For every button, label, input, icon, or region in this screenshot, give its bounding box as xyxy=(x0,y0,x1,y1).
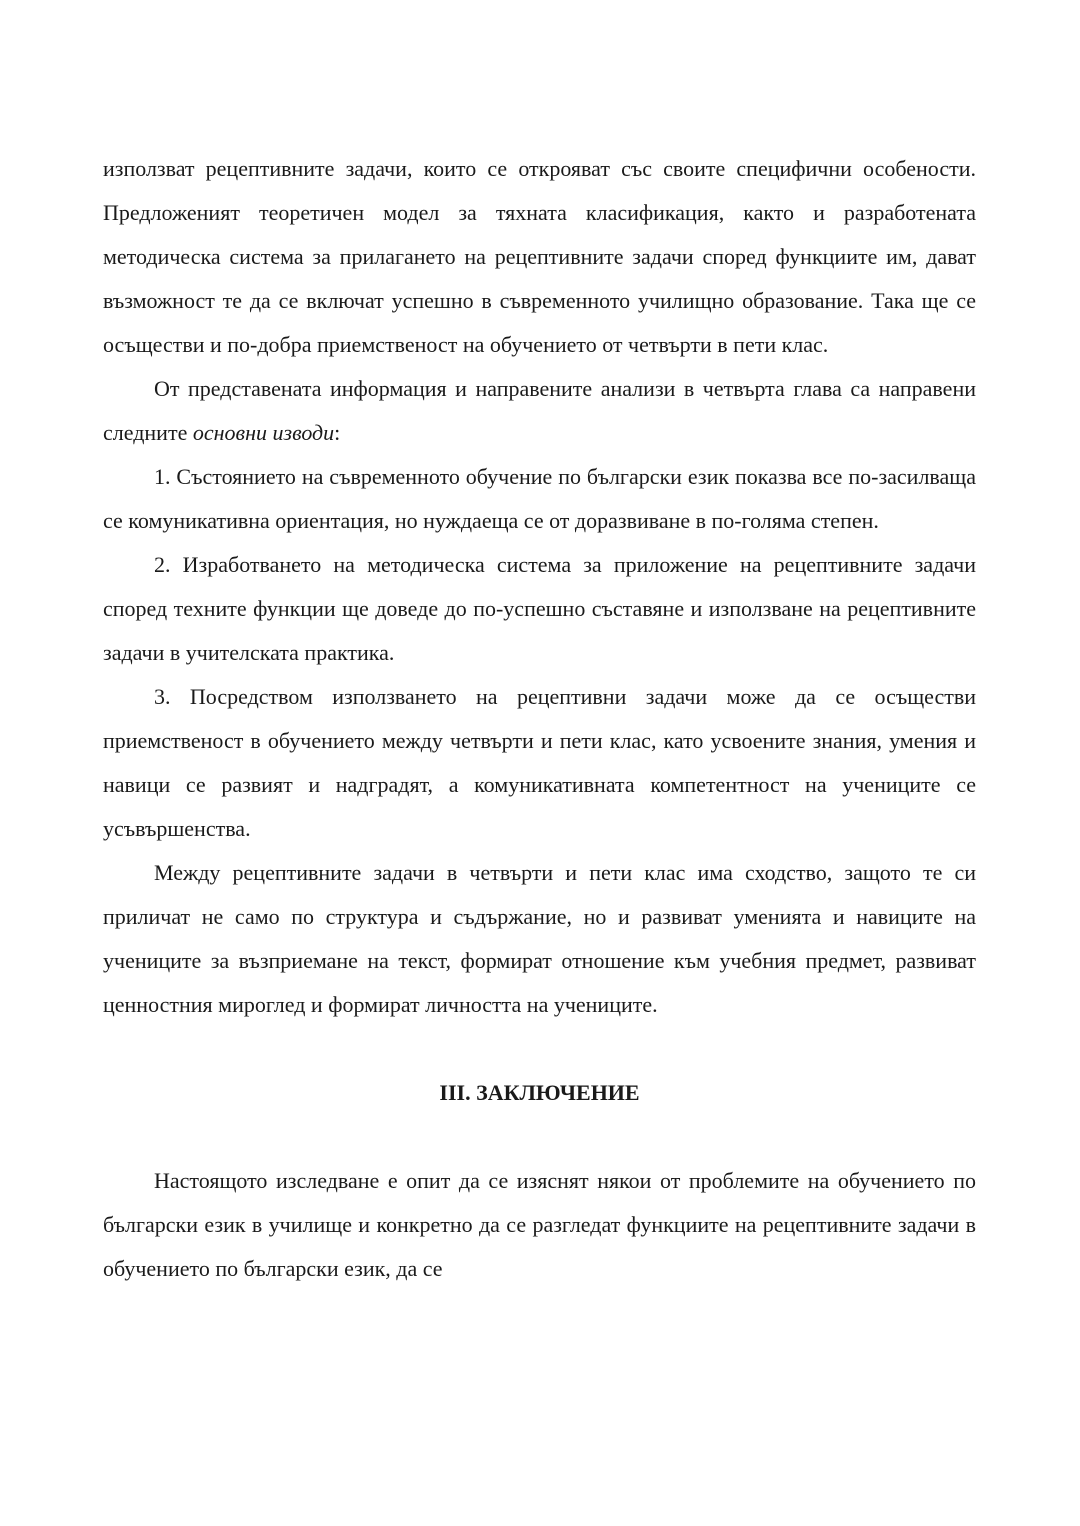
paragraph-receptive-tasks-intro: използват рецептивните задачи, които се открояват със своите специфични особености. Предложеният теоретичен модел за тяхната класификация, както и разработената методическа система за прилагането на рецептивните задачи според функциите им, дават възможност те да се включат успешно в съвременното училищно образование. Така ще се осъществи и по-добра приемственост на обучението от четвърти в пети клас. xyxy=(103,156,976,357)
paragraph-lead-colon: : xyxy=(334,420,341,445)
spacer xyxy=(103,1027,976,1071)
paragraph-lead-text: От представената информация и направените анализи в четвърта глава са направени следните xyxy=(103,376,976,445)
spacer xyxy=(103,1115,976,1159)
document-page xyxy=(103,147,976,1291)
section-heading-conclusion: III. ЗАКЛЮЧЕНИЕ xyxy=(439,1080,640,1105)
paragraph-main-conclusions-lead xyxy=(103,367,976,455)
conclusion-item-3: 3. Посредством използването на рецептивни задачи може да се осъществи приемственост в обучението между четвърти и пети клас, като усвоените знания, умения и навици се развият и надградят, а комуникативната компетентност на учениците се усъвършенства. xyxy=(103,684,976,841)
emphasis-main-conclusions: основни изводи xyxy=(192,420,335,445)
paragraph-similarity: Между рецептивните задачи в четвърти и пети клас има сходство, защото те си приличат не само по структура и съдържание, но и развиват уменията и навиците на учениците за възприемане на текст, формират отношение към учебния предмет, развиват ценностния мироглед и формират личността на учениците. xyxy=(103,860,976,1017)
conclusion-item-1: 1. Състоянието на съвременното обучение по български език показва все по-засилваща се комуникативна ориентация, но нуждаеща се от доразвиване в по-голяма степен. xyxy=(103,464,976,533)
conclusion-item-2: 2. Изработването на методическа система за приложение на рецептивните задачи според техните функции ще доведе до по-успешно съставяне и използване на рецептивните задачи в учителската практика. xyxy=(103,552,976,665)
paragraph-study-purpose: Настоящото изследване е опит да се изяснят някои от проблемите на обучението по български език в училище и конкретно да се разгледат функциите на рецептивните задачи в обучението по български език, да се xyxy=(103,1168,976,1281)
